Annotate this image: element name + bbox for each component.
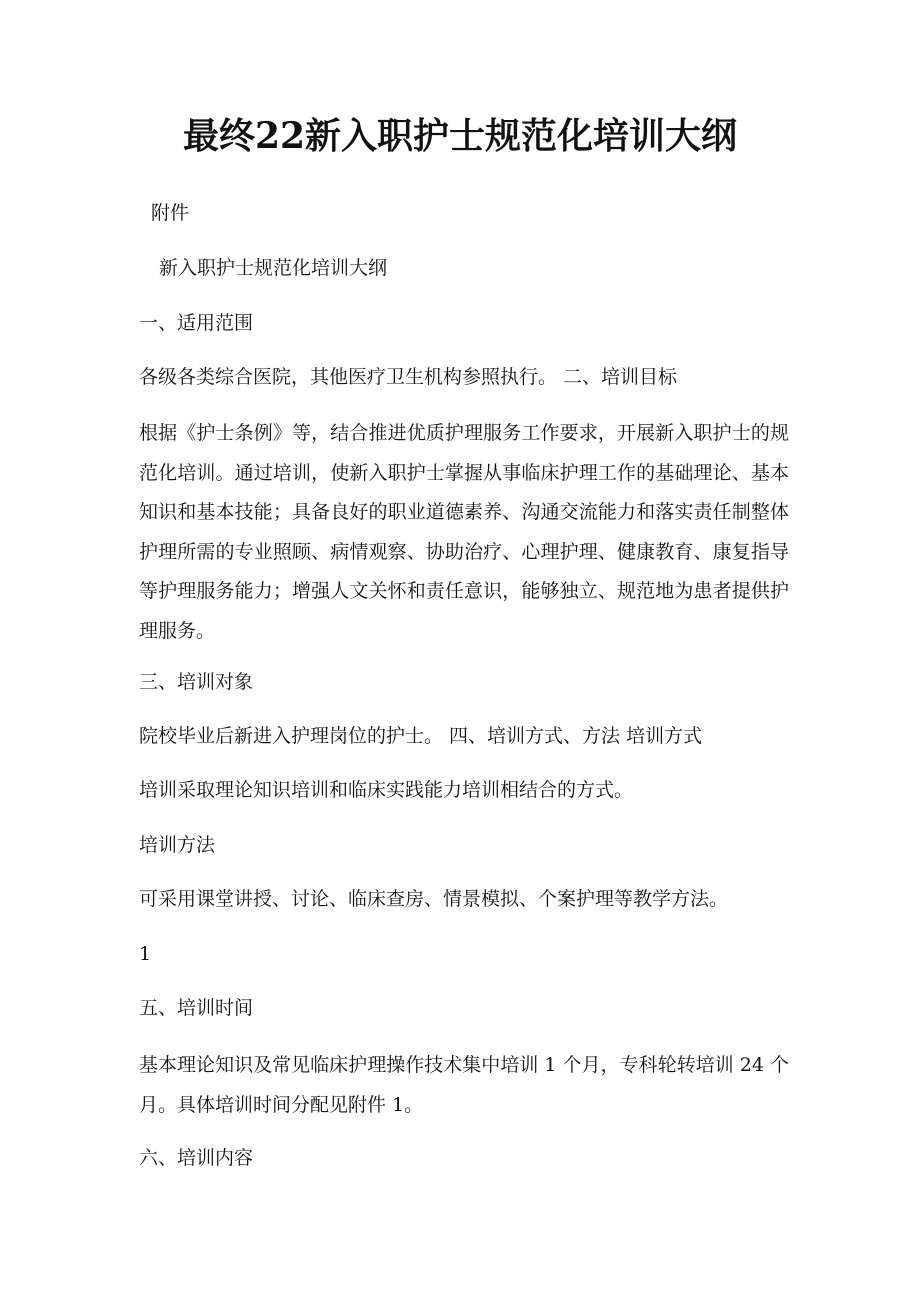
targets-text: 院校毕业后新进入护理岗位的护士。 四、培训方式、方法 培训方式 xyxy=(139,725,703,747)
duration-paragraph: 基本理论知识及常见临床护理操作技术集中培训 1 个月，专科轮转培训 24 个月。具体培训时间分配见附件 1。 xyxy=(139,1054,789,1116)
document-subtitle: 新入职护士规范化培训大纲 xyxy=(159,257,388,279)
training-goals-paragraph: 根据《护士条例》等，结合推进优质护理服务工作要求，开展新入职护士的规范化培训。通过培训，使新入职护士掌握从事临床护理工作的基础理论、基本知识和基本技能；具备良好的职业道德素养、沟通交流能力和落实责任制整体护理所需的专业照顾、病情观察、协助治疗、心理护理、健康教育、康复指导等护理服务能力；增强人文关怀和责任意识，能够独立、规范地为患者提供护理服务。 xyxy=(139,422,789,642)
section-heading-duration: 五、培训时间 xyxy=(139,997,254,1019)
section-heading-methods: 培训方法 xyxy=(139,834,216,856)
section-heading-content: 六、培训内容 xyxy=(139,1147,254,1169)
document-title: 最终22新入职护士规范化培训大纲 xyxy=(182,115,738,157)
scope-text: 各级各类综合医院，其他医疗卫生机构参照执行。 二、培训目标 xyxy=(139,366,678,388)
section-heading-targets: 三、培训对象 xyxy=(139,671,254,693)
training-mode-text: 培训采取理论知识培训和临床实践能力培训相结合的方式。 xyxy=(139,779,634,801)
section-heading-scope: 一、适用范围 xyxy=(139,312,254,334)
page-number: 1 xyxy=(139,943,152,965)
attachment-label: 附件 xyxy=(151,202,190,224)
methods-text: 可采用课堂讲授、讨论、临床查房、情景模拟、个案护理等教学方法。 xyxy=(139,888,729,910)
